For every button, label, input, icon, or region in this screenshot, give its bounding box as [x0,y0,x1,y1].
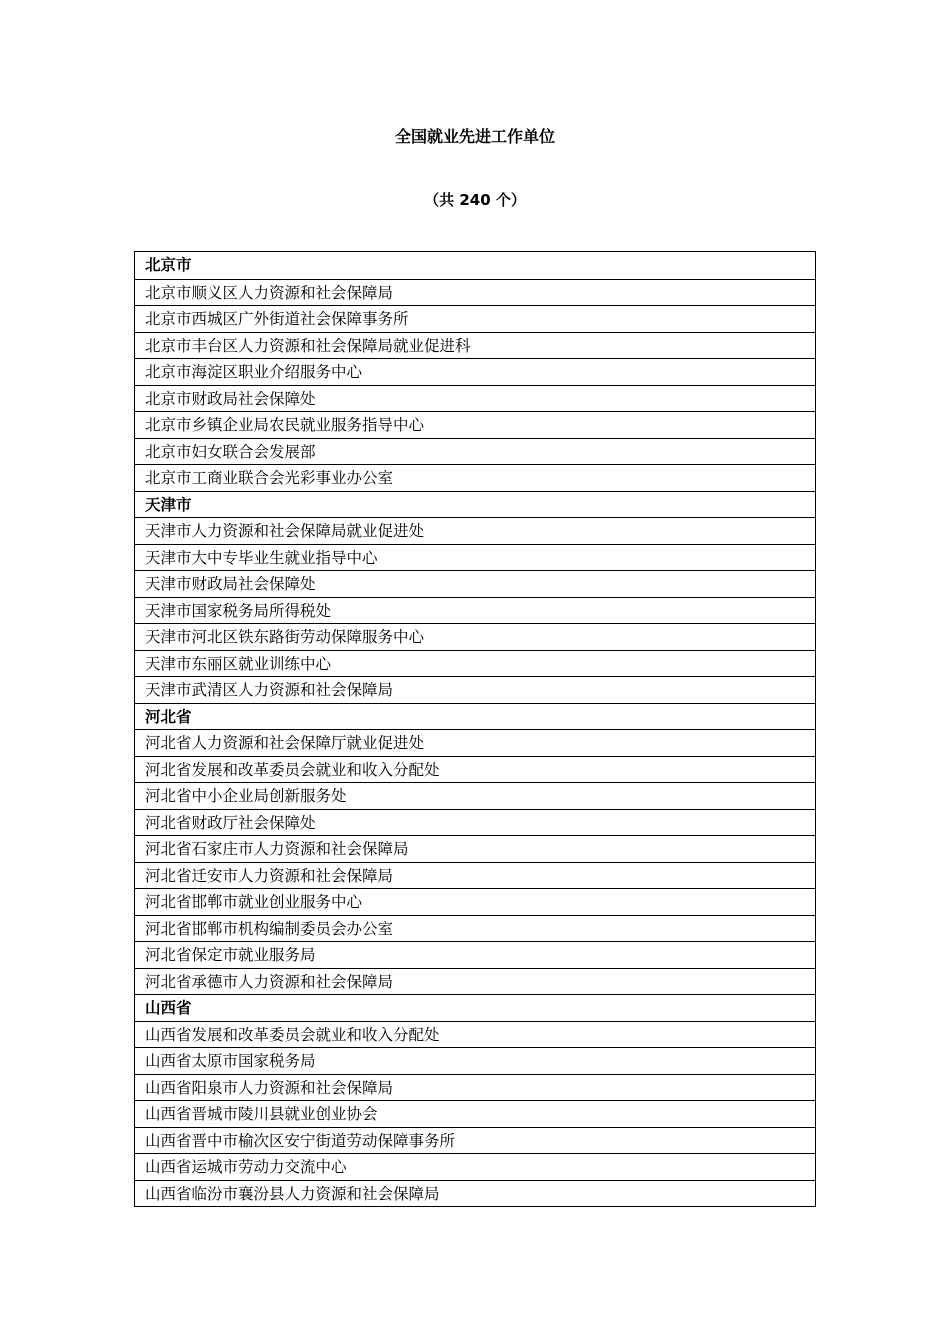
document-title: 全国就业先进工作单位 [394,127,555,146]
table-row: 河北省承德市人力资源和社会保障局 [135,968,815,995]
table-row: 河北省保定市就业服务局 [135,941,815,968]
table-row: 天津市大中专毕业生就业指导中心 [135,544,815,571]
table-row: 山西省晋中市榆次区安宁街道劳动保障事务所 [135,1127,815,1154]
table-row: 河北省邯郸市机构编制委员会办公室 [135,915,815,942]
table-row: 天津市武清区人力资源和社会保障局 [135,676,815,703]
table-row: 山西省运城市劳动力交流中心 [135,1153,815,1180]
table-row: 河北省石家庄市人力资源和社会保障局 [135,835,815,862]
table-row: 天津市东丽区就业训练中心 [135,650,815,677]
region-header: 河北省 [135,703,815,730]
table-row: 北京市妇女联合会发展部 [135,438,815,465]
document-subtitle: （共 240 个） [424,191,526,209]
table-row: 北京市西城区广外街道社会保障事务所 [135,305,815,332]
table-row: 天津市国家税务局所得税处 [135,597,815,624]
table-row: 山西省阳泉市人力资源和社会保障局 [135,1074,815,1101]
table-row: 河北省邯郸市就业创业服务中心 [135,888,815,915]
table-row: 天津市河北区铁东路街劳动保障服务中心 [135,623,815,650]
table-row: 北京市工商业联合会光彩事业办公室 [135,464,815,491]
table-row: 山西省太原市国家税务局 [135,1047,815,1074]
table-row: 河北省迁安市人力资源和社会保障局 [135,862,815,889]
table-row: 河北省中小企业局创新服务处 [135,782,815,809]
region-header: 山西省 [135,994,815,1021]
table-row: 河北省发展和改革委员会就业和收入分配处 [135,756,815,783]
table-row: 山西省晋城市陵川县就业创业协会 [135,1100,815,1127]
table-row: 北京市海淀区职业介绍服务中心 [135,358,815,385]
table-row: 天津市财政局社会保障处 [135,570,815,597]
table-row: 山西省发展和改革委员会就业和收入分配处 [135,1021,815,1048]
table-row: 河北省人力资源和社会保障厅就业促进处 [135,729,815,756]
table-row: 北京市乡镇企业局农民就业服务指导中心 [135,411,815,438]
table-row: 北京市财政局社会保障处 [135,385,815,412]
table-row: 北京市丰台区人力资源和社会保障局就业促进科 [135,332,815,359]
table-row: 天津市人力资源和社会保障局就业促进处 [135,517,815,544]
table-row: 北京市顺义区人力资源和社会保障局 [135,279,815,306]
table-row: 河北省财政厅社会保障处 [135,809,815,836]
region-header: 天津市 [135,491,815,518]
table-row: 山西省临汾市襄汾县人力资源和社会保障局 [135,1180,815,1207]
unit-table [134,251,816,1207]
region-header: 北京市 [145,256,192,274]
